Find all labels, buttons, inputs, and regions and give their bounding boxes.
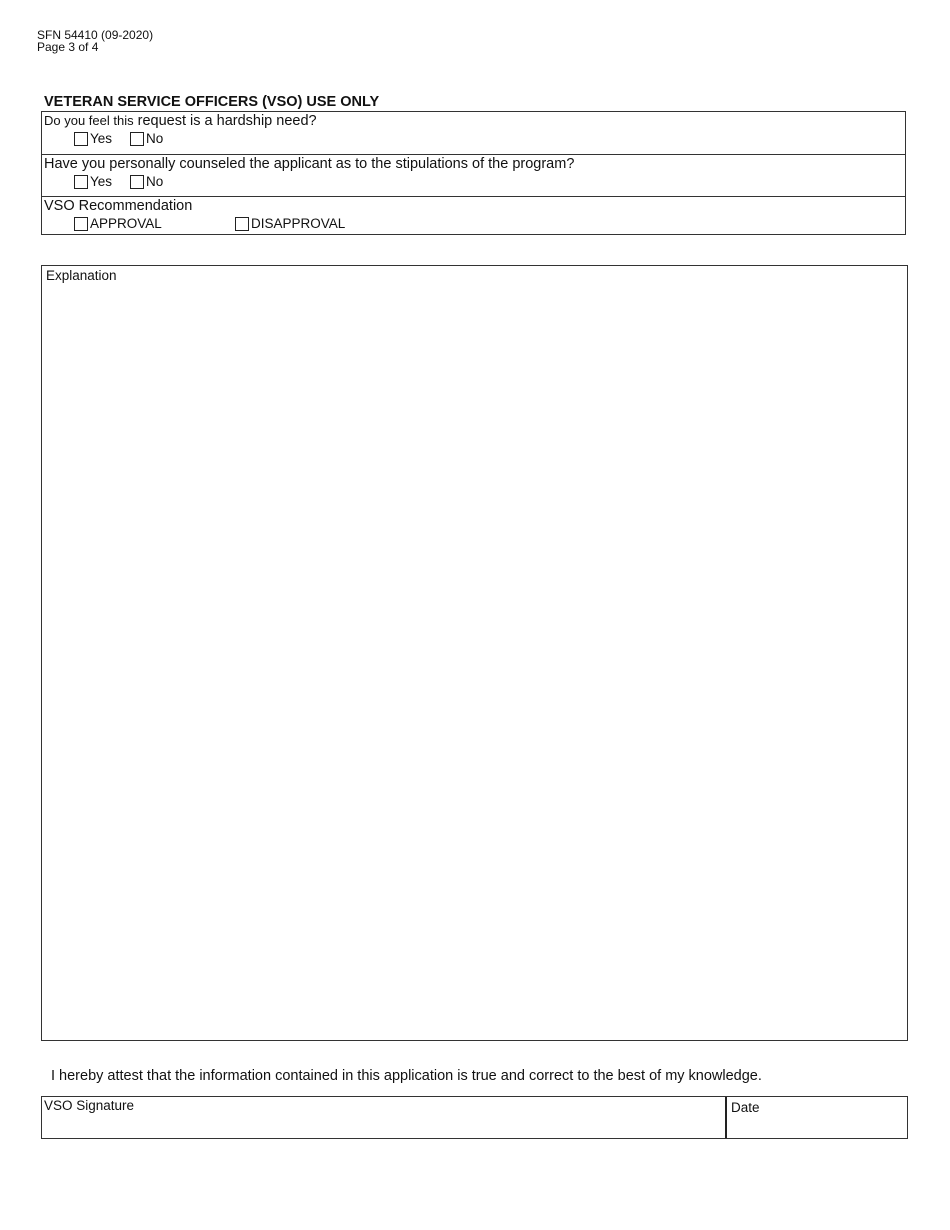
- attestation-statement: I hereby attest that the information contained in this application is true and correct to the best of my knowledge.: [51, 1068, 762, 1084]
- disapproval-label: DISAPPROVAL: [251, 216, 346, 231]
- counseled-yes-option[interactable]: [74, 174, 112, 189]
- approval-label: APPROVAL: [90, 216, 162, 231]
- page-number: Page 3 of 4: [37, 40, 99, 54]
- explanation-label: Explanation: [46, 268, 117, 283]
- explanation-field[interactable]: [44, 286, 905, 1038]
- counseled-yes-checkbox[interactable]: [74, 175, 88, 189]
- hardship-question: [44, 113, 317, 129]
- vso-questions-table: [41, 111, 906, 235]
- recommendation-row: [42, 196, 905, 235]
- hardship-yes-checkbox[interactable]: [74, 132, 88, 146]
- explanation-box: [41, 265, 908, 1041]
- signature-cell: [42, 1097, 727, 1138]
- counseled-no-checkbox[interactable]: [130, 175, 144, 189]
- hardship-no-label: No: [146, 131, 164, 146]
- approval-checkbox[interactable]: [74, 217, 88, 231]
- signature-field[interactable]: [44, 1116, 723, 1136]
- counseled-yes-label: Yes: [90, 174, 113, 189]
- date-label: Date: [731, 1100, 760, 1115]
- date-cell: [727, 1097, 907, 1138]
- date-field[interactable]: [729, 1116, 905, 1136]
- hardship-no-option[interactable]: [130, 131, 163, 146]
- counseled-no-option[interactable]: [130, 174, 163, 189]
- hardship-no-checkbox[interactable]: [130, 132, 144, 146]
- hardship-question-text: request is a hardship need?: [133, 113, 317, 129]
- hardship-question-prefix: Do you feel this: [44, 113, 134, 128]
- signature-label: VSO Signature: [44, 1098, 135, 1113]
- recommendation-label: VSO Recommendation: [44, 198, 193, 214]
- approval-option[interactable]: [74, 216, 162, 231]
- section-title: VETERAN SERVICE OFFICERS (VSO) USE ONLY: [44, 94, 380, 110]
- signature-table: [41, 1096, 908, 1139]
- counseled-question-row: [42, 154, 905, 197]
- hardship-question-row: [42, 112, 905, 154]
- counseled-question: Have you personally counseled the applicant as to the stipulations of the program?: [44, 156, 575, 172]
- hardship-yes-label: Yes: [90, 131, 113, 146]
- hardship-yes-option[interactable]: [74, 131, 112, 146]
- disapproval-option[interactable]: [235, 216, 345, 231]
- form-number: SFN 54410 (09-2020): [37, 28, 154, 42]
- disapproval-checkbox[interactable]: [235, 217, 249, 231]
- counseled-no-label: No: [146, 174, 164, 189]
